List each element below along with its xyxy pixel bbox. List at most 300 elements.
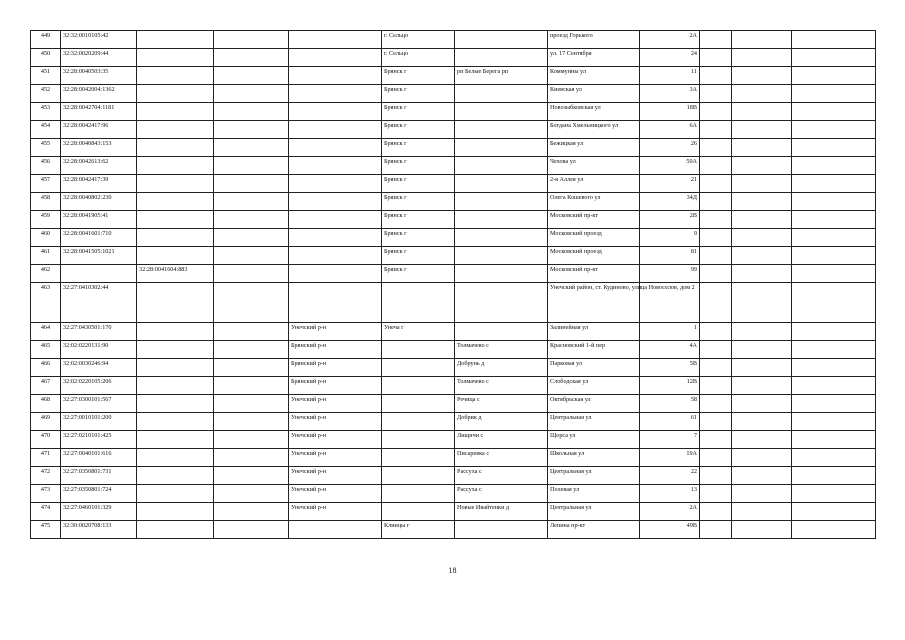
cadastral-number: 32:27:0210101:425 xyxy=(61,431,137,449)
street-cell: Полевая ул xyxy=(548,485,640,503)
settlement-cell: Толмачево с xyxy=(455,341,548,359)
cadastral-number: 32:27:0460101:329 xyxy=(61,503,137,521)
empty-cell xyxy=(792,103,876,121)
row-number: 470 xyxy=(31,431,61,449)
district-cell xyxy=(289,31,382,49)
street-cell: Московский пр-кт xyxy=(548,265,640,283)
settlement-cell xyxy=(455,521,548,539)
empty-cell xyxy=(700,139,732,157)
cadastral-number-alt xyxy=(137,121,214,139)
empty-cell xyxy=(700,431,732,449)
district-cell xyxy=(289,157,382,175)
cadastral-number-alt xyxy=(137,211,214,229)
empty-cell xyxy=(214,323,289,341)
cadastral-number: 32:28:0042004:1362 xyxy=(61,85,137,103)
cadastral-number: 32:27:0010101:200 xyxy=(61,413,137,431)
house-number-cell: 12В xyxy=(640,377,700,395)
table-row xyxy=(31,359,876,377)
row-number: 449 xyxy=(31,31,61,49)
city-cell xyxy=(382,341,455,359)
city-cell: г. Сельцо xyxy=(382,31,455,49)
cadastral-number-alt xyxy=(137,467,214,485)
table-row xyxy=(31,467,876,485)
row-number: 456 xyxy=(31,157,61,175)
cadastral-number-alt xyxy=(137,359,214,377)
cadastral-number: 32:30:0020708:133 xyxy=(61,521,137,539)
city-cell: Брянск г xyxy=(382,67,455,85)
cadastral-number-alt xyxy=(137,485,214,503)
street-cell: Красновский 1-й пер xyxy=(548,341,640,359)
house-number-cell: 2А xyxy=(640,31,700,49)
city-cell: Брянск г xyxy=(382,139,455,157)
empty-cell xyxy=(700,521,732,539)
settlement-cell xyxy=(455,193,548,211)
empty-cell xyxy=(214,265,289,283)
cadastral-number-alt xyxy=(137,449,214,467)
district-cell xyxy=(289,175,382,193)
street-cell: Унечский район, ст. Кудиново, улица Новоселов, дом 2 xyxy=(548,283,640,323)
street-cell: Чехова ул xyxy=(548,157,640,175)
cadastral-number-alt xyxy=(137,85,214,103)
row-number: 462 xyxy=(31,265,61,283)
empty-cell xyxy=(214,467,289,485)
table-row xyxy=(31,323,876,341)
empty-cell xyxy=(700,49,732,67)
settlement-cell xyxy=(455,31,548,49)
district-cell: Брянский р-н xyxy=(289,377,382,395)
empty-cell xyxy=(732,229,792,247)
row-number: 453 xyxy=(31,103,61,121)
empty-cell xyxy=(732,211,792,229)
empty-cell xyxy=(792,431,876,449)
empty-cell xyxy=(214,521,289,539)
table-row xyxy=(31,485,876,503)
street-cell: Парковая ул xyxy=(548,359,640,377)
street-cell: проезд Горького xyxy=(548,31,640,49)
street-cell: Новозыбковская ул xyxy=(548,103,640,121)
empty-cell xyxy=(732,521,792,539)
row-number: 450 xyxy=(31,49,61,67)
empty-cell xyxy=(214,85,289,103)
empty-cell xyxy=(792,467,876,485)
district-cell xyxy=(289,85,382,103)
district-cell: Унечский р-н xyxy=(289,503,382,521)
empty-cell xyxy=(214,413,289,431)
house-number-cell: 3А xyxy=(640,85,700,103)
row-number: 452 xyxy=(31,85,61,103)
house-number-cell: 58 xyxy=(640,395,700,413)
empty-cell xyxy=(700,485,732,503)
empty-cell xyxy=(214,247,289,265)
cadastral-number: 32:28:0042417:39 xyxy=(61,175,137,193)
table-row xyxy=(31,247,876,265)
city-cell xyxy=(382,449,455,467)
house-number-cell: 19А xyxy=(640,449,700,467)
table-body xyxy=(31,31,876,539)
district-cell: Унечский р-н xyxy=(289,323,382,341)
row-number: 475 xyxy=(31,521,61,539)
settlement-cell xyxy=(455,103,548,121)
empty-cell xyxy=(700,103,732,121)
empty-cell xyxy=(732,265,792,283)
settlement-cell xyxy=(455,247,548,265)
empty-cell xyxy=(700,265,732,283)
district-cell: Унечский р-н xyxy=(289,485,382,503)
street-cell: Московский пр-кт xyxy=(548,211,640,229)
cadastral-number-alt xyxy=(137,139,214,157)
empty-cell xyxy=(792,85,876,103)
district-cell xyxy=(289,283,382,323)
empty-cell xyxy=(792,413,876,431)
cadastral-number: 32:27:0300101:567 xyxy=(61,395,137,413)
row-number: 468 xyxy=(31,395,61,413)
district-cell xyxy=(289,247,382,265)
cadastral-number: 32:02:0220105:206 xyxy=(61,377,137,395)
empty-cell xyxy=(214,193,289,211)
cadastral-number-alt xyxy=(137,247,214,265)
street-cell: Центральная ул xyxy=(548,467,640,485)
settlement-cell xyxy=(455,85,548,103)
city-cell: Брянск г xyxy=(382,85,455,103)
house-number-cell: 81 xyxy=(640,247,700,265)
empty-cell xyxy=(732,247,792,265)
empty-cell xyxy=(792,323,876,341)
row-number: 460 xyxy=(31,229,61,247)
house-number-cell: 49В xyxy=(640,521,700,539)
row-number: 451 xyxy=(31,67,61,85)
empty-cell xyxy=(732,175,792,193)
street-cell: Школьная ул xyxy=(548,449,640,467)
empty-cell xyxy=(792,449,876,467)
page-number: 18 xyxy=(448,566,457,575)
empty-cell xyxy=(732,31,792,49)
cadastral-number: 32:28:0041601:710 xyxy=(61,229,137,247)
street-cell: Щорса ул xyxy=(548,431,640,449)
district-cell xyxy=(289,229,382,247)
cadastral-number-alt xyxy=(137,521,214,539)
district-cell xyxy=(289,121,382,139)
house-number-cell: 2В xyxy=(640,211,700,229)
row-number: 461 xyxy=(31,247,61,265)
empty-cell xyxy=(792,175,876,193)
street-cell: ул. 17 Сентября xyxy=(548,49,640,67)
street-cell: Богдана Хмельницкого ул xyxy=(548,121,640,139)
city-cell: Брянск г xyxy=(382,265,455,283)
city-cell xyxy=(382,395,455,413)
row-number: 464 xyxy=(31,323,61,341)
table-row xyxy=(31,31,876,49)
district-cell: Унечский р-н xyxy=(289,413,382,431)
table-row xyxy=(31,503,876,521)
empty-cell xyxy=(792,193,876,211)
settlement-cell: Писаревка с xyxy=(455,449,548,467)
settlement-cell: Добрик д xyxy=(455,413,548,431)
row-number: 458 xyxy=(31,193,61,211)
empty-cell xyxy=(214,103,289,121)
settlement-cell: Толмачево с xyxy=(455,377,548,395)
empty-cell xyxy=(700,467,732,485)
empty-cell xyxy=(214,67,289,85)
empty-cell xyxy=(792,157,876,175)
house-number-cell: 21 xyxy=(640,175,700,193)
table-row xyxy=(31,265,876,283)
empty-cell xyxy=(700,175,732,193)
city-cell: Брянск г xyxy=(382,175,455,193)
cadastral-number-alt xyxy=(137,31,214,49)
empty-cell xyxy=(792,139,876,157)
house-number-cell: 5В xyxy=(640,359,700,377)
city-cell: г. Сельцо xyxy=(382,49,455,67)
house-number-cell: 18В xyxy=(640,103,700,121)
row-number: 473 xyxy=(31,485,61,503)
cadastral-number: 32:28:0040802:230 xyxy=(61,193,137,211)
row-number: 471 xyxy=(31,449,61,467)
empty-cell xyxy=(214,449,289,467)
settlement-cell: Лищичи с xyxy=(455,431,548,449)
settlement-cell xyxy=(455,211,548,229)
city-cell xyxy=(382,485,455,503)
empty-cell xyxy=(792,485,876,503)
city-cell xyxy=(382,283,455,323)
table-row xyxy=(31,283,876,323)
street-cell: Бежицкая ул xyxy=(548,139,640,157)
cadastral-number: 32:28:0040503:35 xyxy=(61,67,137,85)
row-number: 463 xyxy=(31,283,61,323)
empty-cell xyxy=(732,449,792,467)
empty-cell xyxy=(700,121,732,139)
settlement-cell xyxy=(455,265,548,283)
district-cell xyxy=(289,49,382,67)
table-row xyxy=(31,449,876,467)
settlement-cell: Речица с xyxy=(455,395,548,413)
street-cell: Московский проезд xyxy=(548,229,640,247)
empty-cell xyxy=(732,193,792,211)
house-number-cell: 61 xyxy=(640,413,700,431)
cadastral-number-alt: 32:28:0041604:883 xyxy=(137,265,214,283)
cadastral-number-alt xyxy=(137,323,214,341)
district-cell: Унечский р-н xyxy=(289,467,382,485)
city-cell: Брянск г xyxy=(382,103,455,121)
empty-cell xyxy=(700,377,732,395)
city-cell: Брянск г xyxy=(382,229,455,247)
table-row xyxy=(31,175,876,193)
cadastral-number: 32:28:0041505:1021 xyxy=(61,247,137,265)
street-cell: Московский проезд xyxy=(548,247,640,265)
empty-cell xyxy=(700,247,732,265)
settlement-cell: Рассуха с xyxy=(455,467,548,485)
empty-cell xyxy=(732,395,792,413)
empty-cell xyxy=(214,377,289,395)
empty-cell xyxy=(214,359,289,377)
district-cell xyxy=(289,193,382,211)
street-cell: 2-я Аллея ул xyxy=(548,175,640,193)
city-cell xyxy=(382,413,455,431)
empty-cell xyxy=(732,283,792,323)
empty-cell xyxy=(732,503,792,521)
cadastral-number-alt xyxy=(137,377,214,395)
settlement-cell: рп Белые Берега рп xyxy=(455,67,548,85)
empty-cell xyxy=(214,175,289,193)
settlement-cell xyxy=(455,49,548,67)
empty-cell xyxy=(214,211,289,229)
table-row xyxy=(31,431,876,449)
empty-cell xyxy=(700,395,732,413)
empty-cell xyxy=(214,283,289,323)
empty-cell xyxy=(700,31,732,49)
cadastral-number-alt xyxy=(137,103,214,121)
empty-cell xyxy=(732,485,792,503)
city-cell xyxy=(382,467,455,485)
empty-cell xyxy=(792,121,876,139)
registry-table xyxy=(30,30,876,539)
street-cell: Залинейная ул xyxy=(548,323,640,341)
district-cell: Брянский р-н xyxy=(289,359,382,377)
house-number-cell: 26 xyxy=(640,139,700,157)
empty-cell xyxy=(732,413,792,431)
empty-cell xyxy=(792,265,876,283)
row-number: 469 xyxy=(31,413,61,431)
empty-cell xyxy=(700,85,732,103)
cadastral-number-alt xyxy=(137,503,214,521)
house-number-cell: 11 xyxy=(640,67,700,85)
empty-cell xyxy=(792,395,876,413)
district-cell: Унечский р-н xyxy=(289,431,382,449)
row-number: 465 xyxy=(31,341,61,359)
cadastral-number: 32:28:0042417:96 xyxy=(61,121,137,139)
cadastral-number: 32:28:0040843:153 xyxy=(61,139,137,157)
table-row xyxy=(31,341,876,359)
district-cell: Брянский р-н xyxy=(289,341,382,359)
table-row xyxy=(31,121,876,139)
settlement-cell xyxy=(455,139,548,157)
row-number: 457 xyxy=(31,175,61,193)
row-number: 459 xyxy=(31,211,61,229)
cadastral-number: 32:27:0040101:616 xyxy=(61,449,137,467)
table-row xyxy=(31,67,876,85)
empty-cell xyxy=(700,211,732,229)
empty-cell xyxy=(732,139,792,157)
empty-cell xyxy=(732,103,792,121)
cadastral-number: 32:32:0010105:42 xyxy=(61,31,137,49)
house-number-cell: 50А xyxy=(640,157,700,175)
empty-cell xyxy=(214,341,289,359)
table-row xyxy=(31,193,876,211)
city-cell: Клинцы г xyxy=(382,521,455,539)
cadastral-number-alt xyxy=(137,175,214,193)
house-number-cell: 4А xyxy=(640,341,700,359)
cadastral-number-alt xyxy=(137,413,214,431)
empty-cell xyxy=(792,211,876,229)
table-row xyxy=(31,139,876,157)
district-cell xyxy=(289,67,382,85)
empty-cell xyxy=(732,67,792,85)
district-cell xyxy=(289,103,382,121)
empty-cell xyxy=(792,229,876,247)
house-number-cell: 1 xyxy=(640,323,700,341)
settlement-cell: Новые Ивайтенки д xyxy=(455,503,548,521)
empty-cell xyxy=(732,377,792,395)
cadastral-number-alt xyxy=(137,283,214,323)
empty-cell xyxy=(700,503,732,521)
empty-cell xyxy=(214,139,289,157)
city-cell: Брянск г xyxy=(382,193,455,211)
cadastral-number-alt xyxy=(137,67,214,85)
street-cell: Октябрьская ул xyxy=(548,395,640,413)
settlement-cell xyxy=(455,175,548,193)
empty-cell xyxy=(732,341,792,359)
cadastral-number xyxy=(61,265,137,283)
house-number-cell: 2А xyxy=(640,503,700,521)
house-number-cell: 99 xyxy=(640,265,700,283)
settlement-cell xyxy=(455,157,548,175)
empty-cell xyxy=(732,431,792,449)
empty-cell xyxy=(214,431,289,449)
city-cell: Брянск г xyxy=(382,157,455,175)
street-cell: Олега Кошевого ул xyxy=(548,193,640,211)
district-cell xyxy=(289,139,382,157)
empty-cell xyxy=(700,67,732,85)
row-number: 466 xyxy=(31,359,61,377)
empty-cell xyxy=(214,121,289,139)
empty-cell xyxy=(792,67,876,85)
empty-cell xyxy=(700,283,732,323)
empty-cell xyxy=(792,521,876,539)
empty-cell xyxy=(792,283,876,323)
city-cell: Брянск г xyxy=(382,211,455,229)
table-row xyxy=(31,211,876,229)
city-cell: Унеча г xyxy=(382,323,455,341)
empty-cell xyxy=(214,49,289,67)
settlement-cell xyxy=(455,229,548,247)
cadastral-number: 32:28:0042704:1181 xyxy=(61,103,137,121)
empty-cell xyxy=(792,377,876,395)
city-cell: Брянск г xyxy=(382,121,455,139)
empty-cell xyxy=(700,323,732,341)
empty-cell xyxy=(792,31,876,49)
street-cell: Центральная ул xyxy=(548,503,640,521)
empty-cell xyxy=(700,193,732,211)
row-number: 467 xyxy=(31,377,61,395)
city-cell xyxy=(382,377,455,395)
cadastral-number: 32:02:0220131:90 xyxy=(61,341,137,359)
cadastral-number: 32:02:0030246:94 xyxy=(61,359,137,377)
empty-cell xyxy=(700,341,732,359)
empty-cell xyxy=(214,503,289,521)
cadastral-number: 32:27:0350801:724 xyxy=(61,485,137,503)
street-cell: Киевская ул xyxy=(548,85,640,103)
table-row xyxy=(31,49,876,67)
district-cell: Унечский р-н xyxy=(289,449,382,467)
district-cell xyxy=(289,211,382,229)
street-cell: Центральная ул xyxy=(548,413,640,431)
cadastral-number: 32:27:0350801:731 xyxy=(61,467,137,485)
street-cell: Ленина пр-кт xyxy=(548,521,640,539)
table-row xyxy=(31,395,876,413)
empty-cell xyxy=(700,359,732,377)
empty-cell xyxy=(214,229,289,247)
house-number-cell: 7 xyxy=(640,431,700,449)
house-number-cell: 22 xyxy=(640,467,700,485)
table-row xyxy=(31,229,876,247)
district-cell xyxy=(289,521,382,539)
settlement-cell xyxy=(455,283,548,323)
house-number-cell: 9 xyxy=(640,229,700,247)
table-row xyxy=(31,85,876,103)
table-row xyxy=(31,157,876,175)
empty-cell xyxy=(214,31,289,49)
empty-cell xyxy=(214,395,289,413)
cadastral-number-alt xyxy=(137,193,214,211)
